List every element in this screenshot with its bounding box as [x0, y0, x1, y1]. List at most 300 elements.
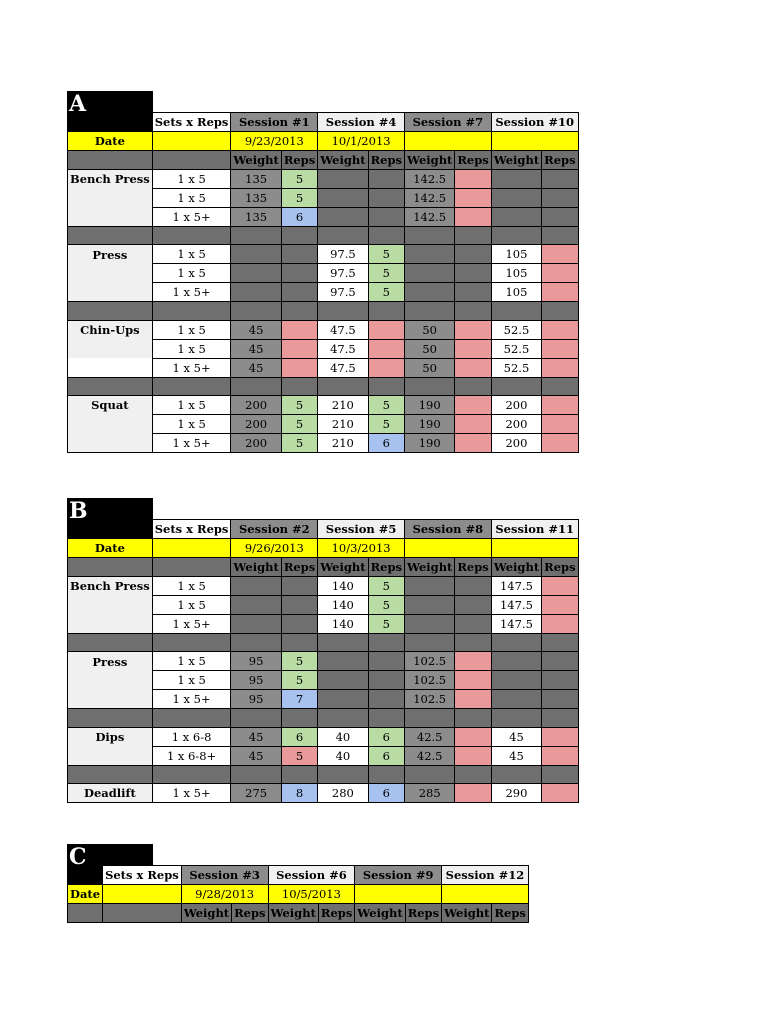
- weight-cell: 45: [231, 727, 281, 746]
- reps-header: Reps: [455, 558, 491, 577]
- reps-cell: 5: [368, 615, 404, 634]
- table-cell: [491, 634, 541, 652]
- table-cell: [542, 784, 578, 803]
- reps-cell: 5: [281, 396, 317, 415]
- table-cell: [542, 377, 578, 395]
- reps-header: Reps: [542, 558, 578, 577]
- date-cell: 9/26/2013: [231, 539, 318, 558]
- table-cell: [491, 227, 541, 245]
- weight-cell: 140: [318, 577, 368, 596]
- table-cell: [68, 765, 153, 783]
- table-cell: [404, 264, 454, 283]
- table-cell: [68, 690, 153, 709]
- weight-cell: 190: [404, 396, 454, 415]
- sets-cell: 1 x 5+: [152, 784, 231, 803]
- table-cell: [152, 634, 231, 652]
- table-cell: [281, 377, 317, 395]
- table-cell: [542, 434, 578, 453]
- table-cell: [404, 765, 454, 783]
- exercise-row: [68, 652, 579, 671]
- reps-cell: 6: [368, 784, 404, 803]
- exercise-name: Press: [68, 652, 153, 671]
- date-cell: 10/3/2013: [318, 539, 405, 558]
- reps-cell: 5: [281, 170, 317, 189]
- table-cell: [318, 227, 368, 245]
- table-cell: [491, 302, 541, 320]
- date-cell: [491, 539, 578, 558]
- reps-cell: 5: [368, 415, 404, 434]
- reps-header: Reps: [232, 904, 268, 923]
- date-label: Date: [68, 885, 103, 904]
- subheader-row: [68, 904, 529, 923]
- table-cell: [68, 189, 153, 208]
- table-cell: [542, 709, 578, 727]
- reps-cell: 5: [368, 264, 404, 283]
- weight-header: Weight: [231, 151, 281, 170]
- reps-header: Reps: [281, 151, 317, 170]
- weight-cell: 52.5: [491, 358, 541, 377]
- table-cell: [542, 396, 578, 415]
- exercise-name: Deadlift: [68, 784, 153, 803]
- table-cell: [455, 765, 491, 783]
- table-cell: [231, 264, 281, 283]
- table-cell: [542, 727, 578, 746]
- weight-cell: 200: [231, 434, 281, 453]
- table-cell: [281, 596, 317, 615]
- sets-cell: 1 x 5+: [152, 358, 231, 377]
- session-header: Session #2: [231, 520, 318, 539]
- table-cell: [491, 765, 541, 783]
- table-cell: [455, 339, 491, 358]
- table-cell: [542, 283, 578, 302]
- date-row: [68, 539, 579, 558]
- reps-cell: 6: [281, 727, 317, 746]
- table-cell: [455, 415, 491, 434]
- table-cell: [368, 671, 404, 690]
- exercise-row: [68, 339, 579, 358]
- table-cell: [542, 671, 578, 690]
- table-cell: [318, 302, 368, 320]
- date-cell: [152, 132, 231, 151]
- date-label: Date: [68, 132, 153, 151]
- spacer-row: [68, 302, 579, 320]
- table-cell: [455, 189, 491, 208]
- date-row: [68, 132, 579, 151]
- sets-cell: 1 x 5: [152, 189, 231, 208]
- workout-table-b: [67, 519, 579, 803]
- exercise-row: [68, 784, 579, 803]
- reps-header: Reps: [368, 151, 404, 170]
- table-cell: [318, 208, 368, 227]
- table-cell: [542, 765, 578, 783]
- table-cell: [68, 302, 153, 320]
- reps-cell: 5: [368, 596, 404, 615]
- weight-cell: 140: [318, 615, 368, 634]
- reps-header: Reps: [281, 558, 317, 577]
- table-cell: [455, 746, 491, 765]
- sets-cell: 1 x 5+: [152, 434, 231, 453]
- session-header: Session #11: [491, 520, 578, 539]
- weight-cell: 105: [491, 264, 541, 283]
- table-cell: [455, 615, 491, 634]
- table-cell: [404, 377, 454, 395]
- table-cell: [368, 709, 404, 727]
- reps-cell: 6: [281, 208, 317, 227]
- table-cell: [318, 671, 368, 690]
- sets-cell: 1 x 5+: [152, 690, 231, 709]
- weight-cell: 210: [318, 434, 368, 453]
- table-cell: [542, 652, 578, 671]
- table-cell: [455, 396, 491, 415]
- table-cell: [404, 634, 454, 652]
- table-cell: [68, 434, 153, 453]
- table-cell: [542, 189, 578, 208]
- weight-cell: 135: [231, 189, 281, 208]
- table-cell: [455, 652, 491, 671]
- weight-cell: 142.5: [404, 189, 454, 208]
- table-cell: [68, 415, 153, 434]
- exercise-row: [68, 283, 579, 302]
- block-label: C: [67, 844, 153, 886]
- weight-header: Weight: [442, 904, 492, 923]
- table-cell: [68, 227, 153, 245]
- weight-cell: 285: [404, 784, 454, 803]
- table-cell: [68, 377, 153, 395]
- sets-cell: 1 x 5+: [152, 615, 231, 634]
- weight-cell: 102.5: [404, 652, 454, 671]
- weight-cell: 45: [491, 727, 541, 746]
- weight-cell: 42.5: [404, 727, 454, 746]
- weight-cell: 190: [404, 415, 454, 434]
- sets-reps-header: Sets x Reps: [152, 520, 231, 539]
- reps-cell: 6: [368, 727, 404, 746]
- weight-cell: 50: [404, 339, 454, 358]
- table-cell: [68, 151, 153, 170]
- table-cell: [404, 302, 454, 320]
- exercise-row: [68, 320, 579, 339]
- table-cell: [542, 615, 578, 634]
- table-cell: [368, 634, 404, 652]
- header-row: [68, 113, 579, 132]
- table-cell: [455, 358, 491, 377]
- weight-cell: 40: [318, 727, 368, 746]
- date-cell: [404, 132, 491, 151]
- reps-cell: 6: [368, 746, 404, 765]
- table-cell: [368, 765, 404, 783]
- table-cell: [318, 690, 368, 709]
- table-cell: [281, 634, 317, 652]
- exercise-row: [68, 727, 579, 746]
- table-cell: [455, 709, 491, 727]
- reps-cell: [455, 170, 491, 189]
- weight-cell: 47.5: [318, 358, 368, 377]
- exercise-row: [68, 596, 579, 615]
- reps-cell: 5: [281, 652, 317, 671]
- reps-header: Reps: [492, 904, 528, 923]
- table-cell: [68, 746, 153, 765]
- table-cell: [68, 208, 153, 227]
- table-cell: [281, 283, 317, 302]
- table-cell: [68, 634, 153, 652]
- weight-header: Weight: [268, 904, 318, 923]
- table-cell: [455, 434, 491, 453]
- weight-cell: 95: [231, 690, 281, 709]
- table-cell: [455, 283, 491, 302]
- table-cell: [281, 615, 317, 634]
- table-cell: [152, 302, 231, 320]
- table-cell: [491, 189, 541, 208]
- exercise-row: [68, 170, 579, 189]
- table-cell: [281, 320, 317, 339]
- header-row: [68, 520, 579, 539]
- exercise-row: [68, 671, 579, 690]
- table-cell: [542, 415, 578, 434]
- weight-cell: 50: [404, 358, 454, 377]
- exercise-row: [68, 615, 579, 634]
- table-cell: [491, 690, 541, 709]
- exercise-name: Press: [68, 245, 153, 264]
- weight-cell: 40: [318, 746, 368, 765]
- session-header: Session #8: [404, 520, 491, 539]
- sets-cell: 1 x 5: [152, 245, 231, 264]
- sets-reps-header: Sets x Reps: [152, 113, 231, 132]
- table-cell: [455, 264, 491, 283]
- weight-header: Weight: [231, 558, 281, 577]
- table-cell: [455, 302, 491, 320]
- weight-cell: 52.5: [491, 339, 541, 358]
- reps-cell: 8: [281, 784, 317, 803]
- table-cell: [68, 358, 153, 377]
- spacer-row: [68, 634, 579, 652]
- reps-cell: 5: [281, 434, 317, 453]
- table-cell: [281, 245, 317, 264]
- table-cell: [455, 377, 491, 395]
- table-cell: [368, 320, 404, 339]
- sets-cell: 1 x 5: [152, 396, 231, 415]
- reps-cell: 5: [281, 671, 317, 690]
- exercise-row: [68, 577, 579, 596]
- table-cell: [404, 596, 454, 615]
- spacer-row: [68, 227, 579, 245]
- weight-cell: 52.5: [491, 320, 541, 339]
- weight-cell: 200: [491, 434, 541, 453]
- reps-cell: 5: [368, 577, 404, 596]
- table-cell: [152, 709, 231, 727]
- exercise-row: [68, 434, 579, 453]
- reps-cell: 5: [368, 245, 404, 264]
- weight-cell: 47.5: [318, 339, 368, 358]
- exercise-name: Bench Press: [68, 577, 153, 596]
- table-cell: [455, 634, 491, 652]
- date-cell: 9/28/2013: [181, 885, 268, 904]
- weight-cell: 102.5: [404, 671, 454, 690]
- exercise-row: [68, 415, 579, 434]
- weight-cell: 47.5: [318, 320, 368, 339]
- header-row: [68, 866, 529, 885]
- weight-header: Weight: [404, 558, 454, 577]
- date-row: [68, 885, 529, 904]
- table-cell: [455, 596, 491, 615]
- table-cell: [368, 690, 404, 709]
- table-cell: [455, 727, 491, 746]
- table-cell: [152, 151, 231, 170]
- table-cell: [491, 709, 541, 727]
- exercise-row: [68, 208, 579, 227]
- block-label: B: [67, 498, 153, 540]
- workout-table-c: [67, 865, 529, 923]
- session-header: Session #6: [268, 866, 355, 885]
- table-cell: [491, 652, 541, 671]
- weight-header: Weight: [404, 151, 454, 170]
- table-cell: [368, 377, 404, 395]
- table-cell: [68, 520, 153, 539]
- table-cell: [455, 671, 491, 690]
- exercise-row: [68, 245, 579, 264]
- table-cell: [281, 264, 317, 283]
- weight-cell: 135: [231, 208, 281, 227]
- table-cell: [103, 904, 182, 923]
- table-cell: [318, 709, 368, 727]
- weight-cell: [318, 170, 368, 189]
- weight-cell: 105: [491, 283, 541, 302]
- sets-cell: 1 x 6-8: [152, 727, 231, 746]
- table-cell: [231, 245, 281, 264]
- sets-cell: 1 x 5: [152, 415, 231, 434]
- table-cell: [542, 264, 578, 283]
- table-cell: [455, 208, 491, 227]
- date-cell: 10/1/2013: [318, 132, 405, 151]
- table-cell: [491, 377, 541, 395]
- weight-cell: 97.5: [318, 245, 368, 264]
- spacer-row: [68, 765, 579, 783]
- weight-cell: 190: [404, 434, 454, 453]
- corner-cell: [68, 113, 153, 132]
- table-cell: [368, 208, 404, 227]
- table-cell: [542, 634, 578, 652]
- weight-header: Weight: [318, 151, 368, 170]
- table-cell: [542, 690, 578, 709]
- exercise-name: Dips: [68, 727, 153, 746]
- reps-header: Reps: [368, 558, 404, 577]
- table-cell: [542, 339, 578, 358]
- date-label: Date: [68, 539, 153, 558]
- reps-cell: [368, 170, 404, 189]
- table-cell: [231, 577, 281, 596]
- weight-cell: 290: [491, 784, 541, 803]
- sets-cell: 1 x 5: [152, 170, 231, 189]
- reps-cell: 7: [281, 690, 317, 709]
- sets-reps-header: Sets x Reps: [103, 866, 182, 885]
- weight-cell: 210: [318, 396, 368, 415]
- table-cell: [318, 377, 368, 395]
- weight-cell: 97.5: [318, 283, 368, 302]
- weight-cell: 42.5: [404, 746, 454, 765]
- weight-cell: 45: [491, 746, 541, 765]
- weight-cell: 45: [231, 339, 281, 358]
- weight-cell: 95: [231, 671, 281, 690]
- weight-cell: 95: [231, 652, 281, 671]
- table-cell: [455, 320, 491, 339]
- sets-cell: 1 x 5: [152, 577, 231, 596]
- table-cell: [404, 283, 454, 302]
- weight-cell: 50: [404, 320, 454, 339]
- weight-cell: 140: [318, 596, 368, 615]
- exercise-row: [68, 264, 579, 283]
- table-cell: [404, 709, 454, 727]
- session-header: Session #3: [181, 866, 268, 885]
- table-cell: [68, 671, 153, 690]
- table-cell: [68, 558, 153, 577]
- weight-cell: 200: [231, 415, 281, 434]
- exercise-row: [68, 396, 579, 415]
- subheader-row: [68, 151, 579, 170]
- table-cell: [231, 634, 281, 652]
- exercise-row: [68, 189, 579, 208]
- table-cell: [542, 208, 578, 227]
- table-cell: [231, 283, 281, 302]
- session-header: Session #5: [318, 520, 405, 539]
- table-cell: [152, 539, 231, 558]
- weight-cell: 45: [231, 320, 281, 339]
- exercise-row: [68, 690, 579, 709]
- table-cell: [455, 690, 491, 709]
- weight-cell: 142.5: [404, 170, 454, 189]
- reps-cell: 5: [368, 396, 404, 415]
- table-cell: [404, 227, 454, 245]
- table-cell: [491, 208, 541, 227]
- table-cell: [281, 358, 317, 377]
- table-cell: [281, 765, 317, 783]
- date-cell: [355, 885, 442, 904]
- weight-cell: 275: [231, 784, 281, 803]
- reps-cell: 6: [368, 434, 404, 453]
- reps-cell: 5: [281, 189, 317, 208]
- table-cell: [281, 227, 317, 245]
- date-cell: [404, 539, 491, 558]
- reps-header: Reps: [455, 151, 491, 170]
- exercise-row: [68, 746, 579, 765]
- table-cell: [68, 596, 153, 615]
- table-cell: [542, 302, 578, 320]
- table-cell: [491, 671, 541, 690]
- weight-cell: 45: [231, 358, 281, 377]
- weight-cell: 45: [231, 746, 281, 765]
- reps-cell: [542, 170, 578, 189]
- weight-header: Weight: [181, 904, 231, 923]
- reps-cell: 5: [281, 746, 317, 765]
- table-cell: [231, 709, 281, 727]
- table-cell: [542, 320, 578, 339]
- weight-cell: 147.5: [491, 577, 541, 596]
- table-cell: [368, 652, 404, 671]
- table-cell: [404, 615, 454, 634]
- spacer-row: [68, 377, 579, 395]
- exercise-row: [68, 358, 579, 377]
- table-cell: [542, 746, 578, 765]
- weight-cell: 200: [491, 396, 541, 415]
- weight-header: Weight: [318, 558, 368, 577]
- reps-header: Reps: [405, 904, 441, 923]
- session-header: Session #10: [491, 113, 578, 132]
- table-cell: [152, 765, 231, 783]
- table-cell: [318, 765, 368, 783]
- table-cell: [231, 615, 281, 634]
- sets-cell: 1 x 6-8+: [152, 746, 231, 765]
- table-cell: [281, 577, 317, 596]
- sets-cell: 1 x 5: [152, 264, 231, 283]
- table-cell: [152, 558, 231, 577]
- table-cell: [368, 189, 404, 208]
